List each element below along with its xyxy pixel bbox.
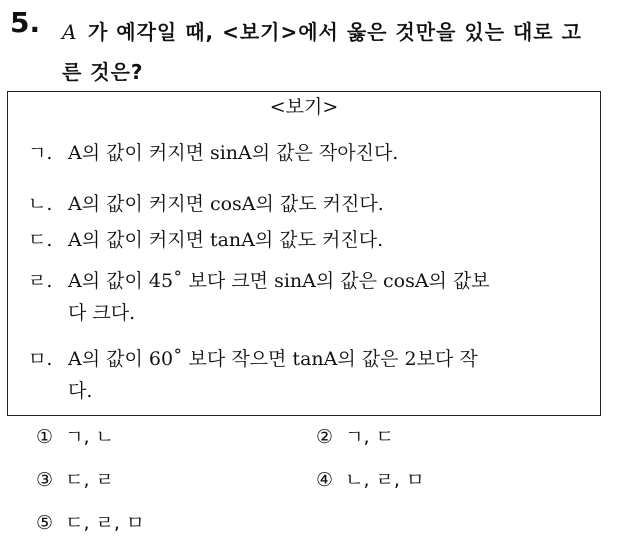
bogi-item-text: A의 값이 커지면 sinA의 값은 작아진다. bbox=[68, 142, 399, 164]
bogi-item-mark: ㄹ. bbox=[28, 270, 53, 292]
bogi-item-mark: ㄷ. bbox=[28, 229, 53, 251]
bogi-item-text: A의 값이 45˚ 보다 크면 sinA의 값은 cosA의 값보 bbox=[68, 270, 490, 292]
question-variable: A bbox=[62, 20, 78, 44]
bogi-box bbox=[7, 91, 601, 416]
choice-number: ① bbox=[36, 426, 54, 448]
bogi-item-5 bbox=[28, 342, 588, 408]
choice-text: ㄷ, ㄹ, ㅁ bbox=[65, 512, 145, 534]
choice-4[interactable] bbox=[316, 467, 424, 493]
bogi-title: <보기> bbox=[269, 96, 339, 118]
bogi-item-mark: ㅁ. bbox=[28, 348, 53, 370]
choice-1[interactable] bbox=[36, 424, 114, 450]
bogi-item-2 bbox=[28, 187, 588, 221]
bogi-item-continuation: 다 크다. bbox=[68, 302, 136, 324]
choice-number: ② bbox=[316, 426, 334, 448]
question-number: 5. bbox=[10, 6, 41, 39]
choice-3[interactable] bbox=[36, 467, 114, 493]
choice-text: ㄴ, ㄹ, ㅁ bbox=[345, 469, 425, 491]
question-text: 가 예각일 때, <보기>에서 옳은 것만을 있는 대로 고른 것은? bbox=[62, 20, 582, 84]
choice-5[interactable] bbox=[36, 510, 144, 536]
choice-2[interactable] bbox=[316, 424, 394, 450]
bogi-item-mark: ㄴ. bbox=[28, 193, 53, 215]
bogi-item-text: A의 값이 60˚ 보다 작으면 tanA의 값은 2보다 작 bbox=[68, 348, 478, 370]
choice-text: ㄷ, ㄹ bbox=[65, 469, 114, 491]
bogi-item-4 bbox=[28, 264, 588, 330]
choice-number: ④ bbox=[316, 469, 334, 491]
question-stem bbox=[62, 12, 602, 92]
bogi-item-mark: ㄱ. bbox=[28, 142, 53, 164]
bogi-item-text: A의 값이 커지면 tanA의 값도 커진다. bbox=[68, 229, 384, 251]
choice-text: ㄱ, ㄴ bbox=[65, 426, 114, 448]
choice-number: ⑤ bbox=[36, 512, 54, 534]
choice-number: ③ bbox=[36, 469, 54, 491]
bogi-item-3 bbox=[28, 223, 588, 257]
bogi-item-text: A의 값이 커지면 cosA의 값도 커진다. bbox=[68, 193, 384, 215]
bogi-item-continuation: 다. bbox=[68, 380, 93, 402]
bogi-item-1 bbox=[28, 136, 588, 170]
choice-text: ㄱ, ㄷ bbox=[345, 426, 394, 448]
